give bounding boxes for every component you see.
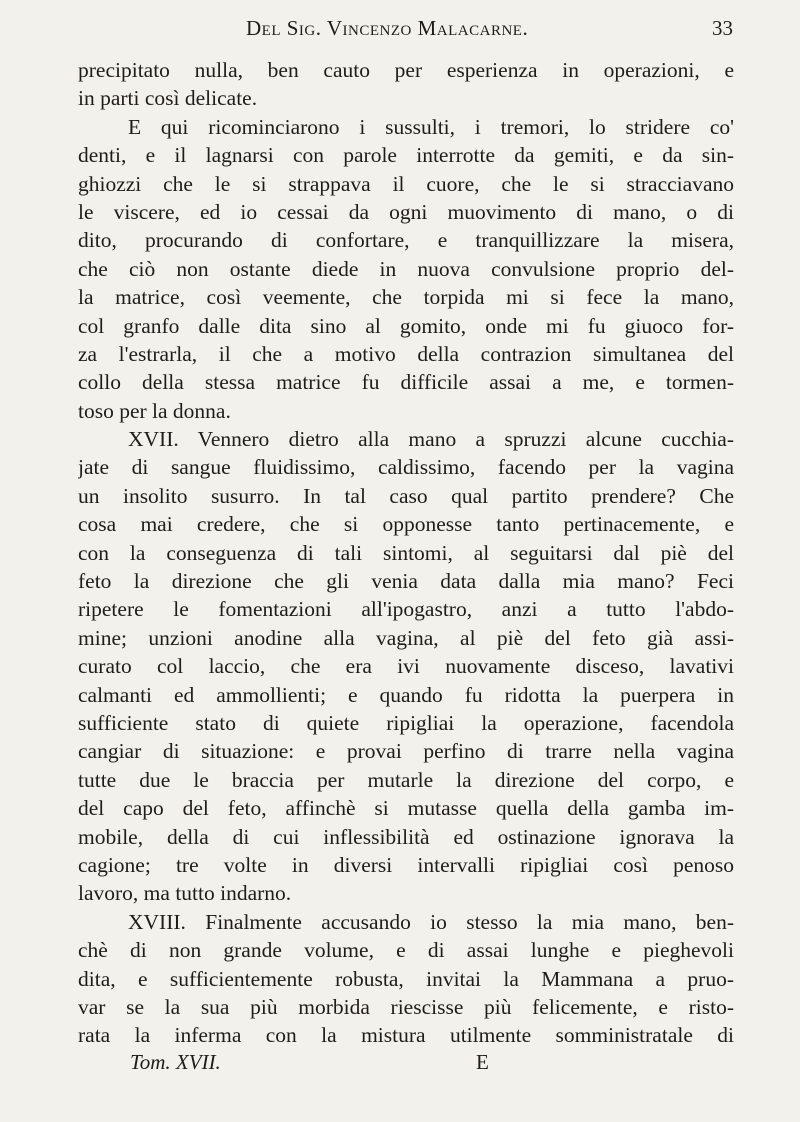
running-head (78, 16, 733, 52)
text-line: jate di sangue fluidissimo, caldissimo, facendo per la vagina (78, 455, 734, 480)
text-line: lavoro, ma tutto indarno. (78, 881, 292, 906)
text-line: toso per la donna. (78, 398, 231, 423)
text-line: in parti così delicate. (78, 86, 258, 111)
text-line: XVIII. Finalmente accusando io stesso la mia mano, ben- (128, 909, 734, 934)
signature-mark: E (476, 1050, 489, 1074)
text-line: le viscere, ed io cessai da ogni muovimento di mano, o di (78, 199, 734, 224)
text-line: ripetere le fomentazioni all'ipogastro, anzi a tutto l'abdo- (78, 597, 734, 622)
text-line: precipitato nulla, ben cauto per esperienza in operazioni, e (78, 58, 734, 82)
text-line: chè di non grande volume, e di assai lunghe e pieghevoli (78, 938, 734, 963)
text-line: col granfo dalle dita sino al gomito, onde mi fu giuoco for- (78, 313, 734, 338)
text-line: feto la direzione che gli venia data dalla mia mano? Feci (78, 569, 734, 594)
text-line: tutte due le braccia per mutarle la direzione del corpo, e (78, 767, 734, 792)
text-line: za l'estrarla, il che a motivo della contrazion simultanea del (78, 341, 734, 366)
text-line: var se la sua più morbida riescisse più felicemente, e risto- (78, 994, 734, 1019)
text-line: E qui ricominciarono i sussulti, i tremori, lo stridere co' (128, 114, 734, 139)
text-line: calmanti ed ammollienti; e quando fu ridotta la puerpera in (78, 682, 734, 707)
text-line: sufficiente stato di quiete ripigliai la operazione, facendola (78, 710, 734, 735)
body-text (78, 56, 734, 1050)
page-footer (130, 1050, 530, 1082)
text-line: che ciò non ostante diede in nuova convulsione proprio del- (78, 256, 734, 281)
text-line: collo della stessa matrice fu difficile assai a me, e tormen- (78, 370, 734, 395)
text-line: XVII. Vennero dietro alla mano a spruzzi alcune cucchia- (128, 427, 734, 452)
volume-label: Tom. XVII. (130, 1050, 221, 1074)
text-line: cosa mai credere, che si opponesse tanto pertinacemente, e (78, 512, 734, 537)
text-line: dita, e sufficientemente robusta, invitai la Mammana a pruo- (78, 966, 734, 991)
running-head-title: Del Sig. Vincenzo Malacarne. (246, 16, 529, 40)
text-line: cangiar di situazione: e provai perfino di trarre nella vagina (78, 739, 734, 764)
text-line: del capo del feto, affinchè si mutasse quella della gamba im- (78, 796, 734, 821)
text-line: mobile, della di cui inflessibilità ed ostinazione ignorava la (78, 824, 734, 849)
page-number: 33 (712, 16, 733, 40)
text-line: dito, procurando di confortare, e tranquillizzare la misera, (78, 228, 734, 253)
text-line: con la conseguenza di tali sintomi, al seguitarsi dal piè del (78, 540, 734, 565)
text-line: denti, e il lagnarsi con parole interrotte da gemiti, e da sin- (78, 143, 734, 168)
text-line: un insolito susurro. In tal caso qual partito prendere? Che (78, 483, 734, 508)
text-line: curato col laccio, che era ivi nuovamente disceso, lavativi (78, 654, 734, 679)
text-line: la matrice, così veemente, che torpida mi si fece la mano, (78, 285, 734, 310)
text-line: rata la inferma con la mistura utilmente somministratale di (78, 1023, 734, 1048)
text-line: cagione; tre volte in diversi intervalli ripigliai così penoso (78, 852, 734, 877)
text-line: mine; unzioni anodine alla vagina, al piè del feto già assi- (78, 625, 734, 650)
text-line: ghiozzi che le si strappava il cuore, che le si stracciavano (78, 171, 734, 196)
